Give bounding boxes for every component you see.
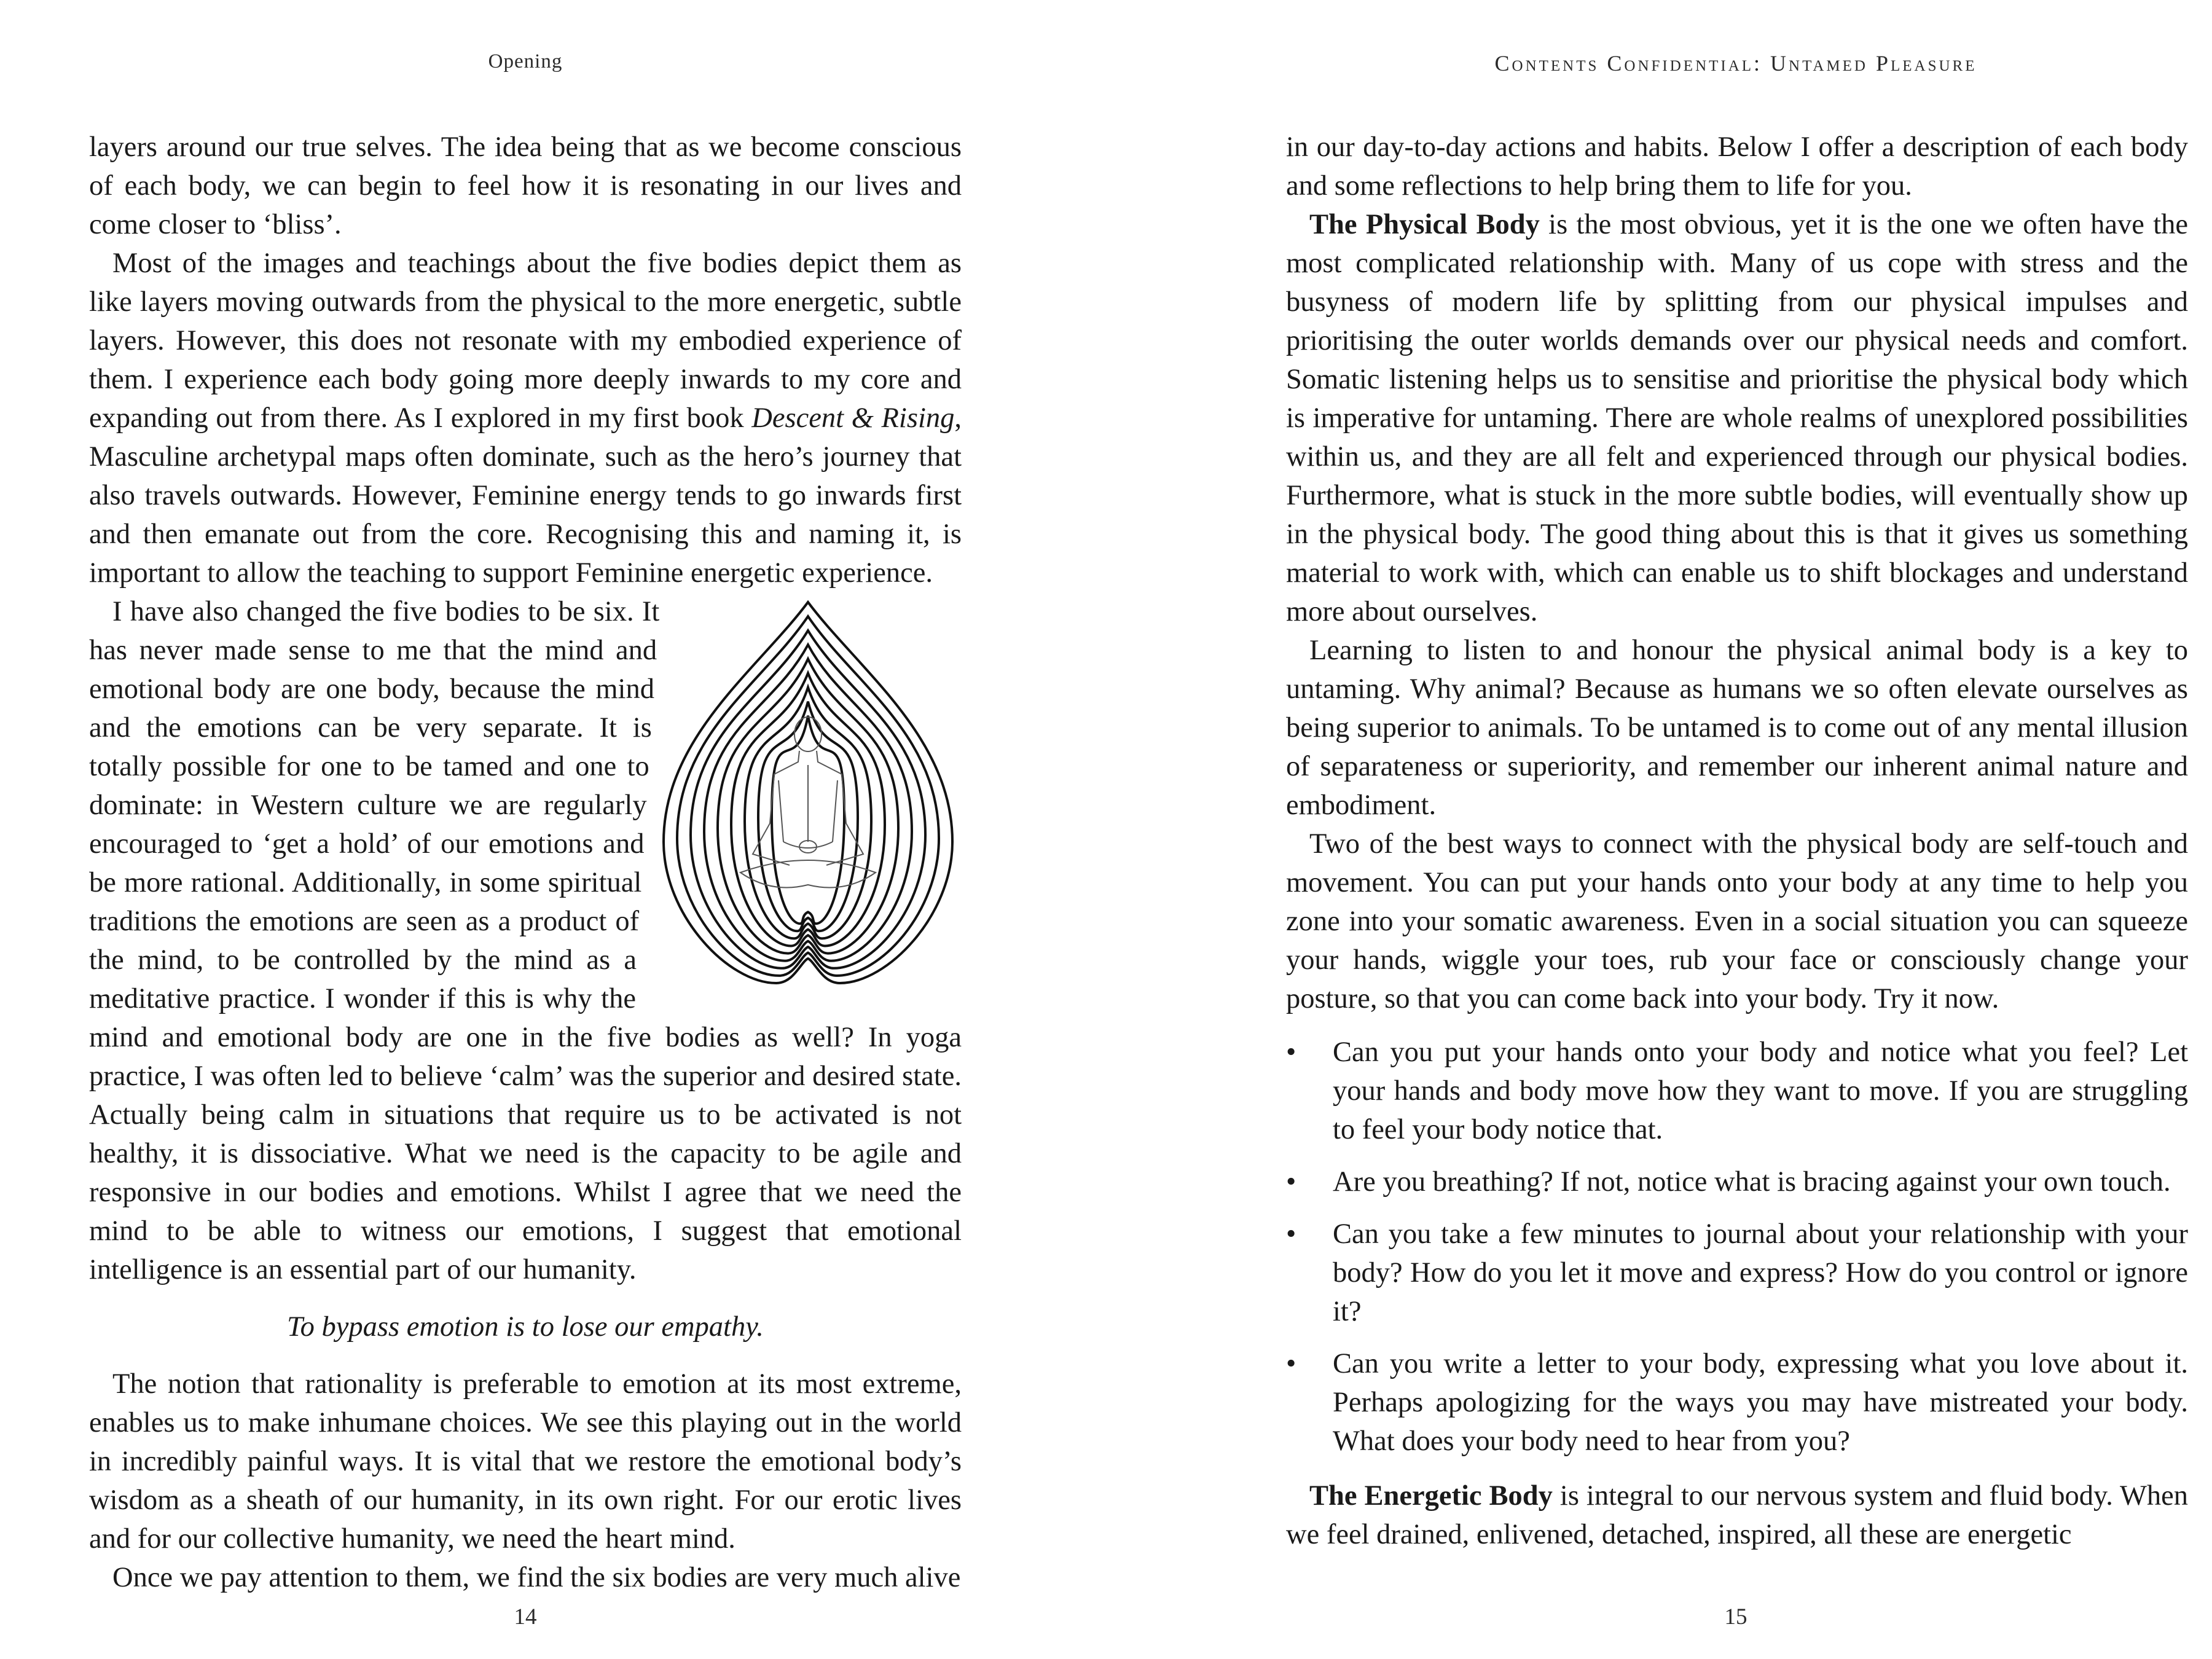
- list-item: • Are you breathing? If not, notice what is bracing against your own touch.: [1286, 1163, 2188, 1201]
- paragraph: in our day-to-day actions and habits. Below I offer a description of each body and some reflections to help bring them to life for you.: [1286, 131, 2188, 202]
- six-bodies-illustration: [654, 596, 962, 989]
- pull-quote: To bypass emotion is to lose our empathy.: [287, 1311, 764, 1343]
- paragraph: I have also changed the five bodies to be six. It has never made sense to me that the mind and emotional body are one body, because the mind and the emotions can be very separate. It is totally possible for one to be tamed and one to dominate: in Western culture we are regularly encouraged to ‘get a hold’ of our emotions and be more rational. Additionally, in some spiritual traditions the emotions are seen as a product of the mind, to be controlled by the mind as a meditative practice. I wonder if this is why the mind and emotional body are one in the five bodies as well? In yoga practice, I was often led to believe ‘calm’ was the superior and desired state. Actually being calm in situations that require us to be activated is not healthy, it is dissociative. What we need is the capacity to be agile and responsive in our bodies and emotions. Whilst I agree that we need the mind to be able to witness our emotions, I suggest that emotional intelligence is an essential part of our humanity.: [89, 596, 962, 1285]
- running-head-left: Opening: [488, 50, 563, 73]
- paragraph: Two of the best ways to connect with the physical body are self-touch and movement. You can put your hands onto your body at any time to help you zone into your somatic awareness. Even in a social situation you can squeeze your hands, wiggle your toes, rub your face or consciously change your posture, so that you can come back into your body. Try it now.: [1286, 828, 2188, 1014]
- nested-heart-meditator-icon: [654, 596, 962, 989]
- list-item: • Can you put your hands onto your body and notice what you feel? Let your hands and body move how they want to move. If you are struggling to feel your body notice that.: [1286, 1033, 2188, 1149]
- bullet-icon: •: [1286, 1218, 1296, 1250]
- paragraph: Most of the images and teachings about the five bodies depict them as like layers moving outwards from the physical to the more energetic, subtle layers. However, this does not resonate with my embodied experience of them. I experience each body going more deeply inwards to my core and expanding out from there. As I explored in my first book Descent & Rising, Masculine archetypal maps often dominate, such as the hero’s journey that also travels outwards. However, Feminine energy tends to go inwards first and then emanate out from the core. Recognising this and naming it, is important to allow the teaching to support Feminine energetic experience.: [89, 248, 962, 589]
- bullet-icon: •: [1286, 1166, 1296, 1198]
- book-title: Descent & Rising: [751, 402, 955, 434]
- paragraph: layers around our true selves. The idea being that as we become conscious of each body, we can begin to feel how it is resonating in our lives and come closer to ‘bliss’.: [89, 131, 962, 240]
- paragraph: Learning to listen to and honour the physical animal body is a key to untaming. Why animal? Because as humans we so often elevate ourselves as being superior to animals. To be untamed is to come out of any mental illusion of separateness or superiority, and remember our inherent animal nature and embodiment.: [1286, 635, 2188, 821]
- section-heading-physical-body: The Physical Body: [1309, 209, 1540, 240]
- left-page-body: [89, 128, 962, 1597]
- page-number-left: 14: [514, 1604, 537, 1630]
- paragraph: The Energetic Body is integral to our nervous system and fluid body. When we feel drained, enlivened, detached, inspired, all these are energetic: [1286, 1480, 2188, 1550]
- paragraph: The Physical Body is the most obvious, yet it is the one we often have the most complicated relationship with. Many of us cope with stress and the busyness of modern life by splitting from our physical impulses and prioritising the outer worlds demands over our physical needs and comfort. Somatic listening helps us to sensitise and prioritise the physical body which is imperative for untaming. There are whole realms of unexplored possibilities within us, and they are all felt and experienced through our physical bodies. Furthermore, what is stuck in the more subtle bodies, will eventually show up in the physical body. The good thing about this is that it gives us something material to work with, which can enable us to shift blockages and understand more about ourselves.: [1286, 209, 2188, 627]
- list-item: • Can you take a few minutes to journal about your relationship with your body? How do you let it move and express? How do you control or ignore it?: [1286, 1215, 2188, 1331]
- section-heading-energetic-body: The Energetic Body: [1309, 1480, 1553, 1512]
- right-page-body: [1286, 128, 2188, 1554]
- right-page: [1106, 0, 2212, 1659]
- running-head-right: Contents Confidential: Untamed Pleasure: [1494, 51, 1977, 76]
- list-item: • Can you write a letter to your body, expressing what you love about it. Perhaps apologizing for the ways you may have mistreated your body. What does your body need to hear from you?: [1286, 1344, 2188, 1461]
- bullet-icon: •: [1286, 1348, 1296, 1379]
- page-number-right: 15: [1724, 1604, 1747, 1630]
- reflection-list: [1286, 1033, 2188, 1461]
- paragraph: Once we pay attention to them, we find the six bodies are very much alive: [112, 1562, 961, 1593]
- paragraph: The notion that rationality is preferable to emotion at its most extreme, enables us to make inhumane choices. We see this playing out in the world in incredibly painful ways. It is vital that we restore the emotional body’s wisdom as a sheath of our humanity, in its own right. For our erotic lives and for our collective humanity, we need the heart mind.: [89, 1368, 962, 1555]
- bullet-icon: •: [1286, 1037, 1296, 1068]
